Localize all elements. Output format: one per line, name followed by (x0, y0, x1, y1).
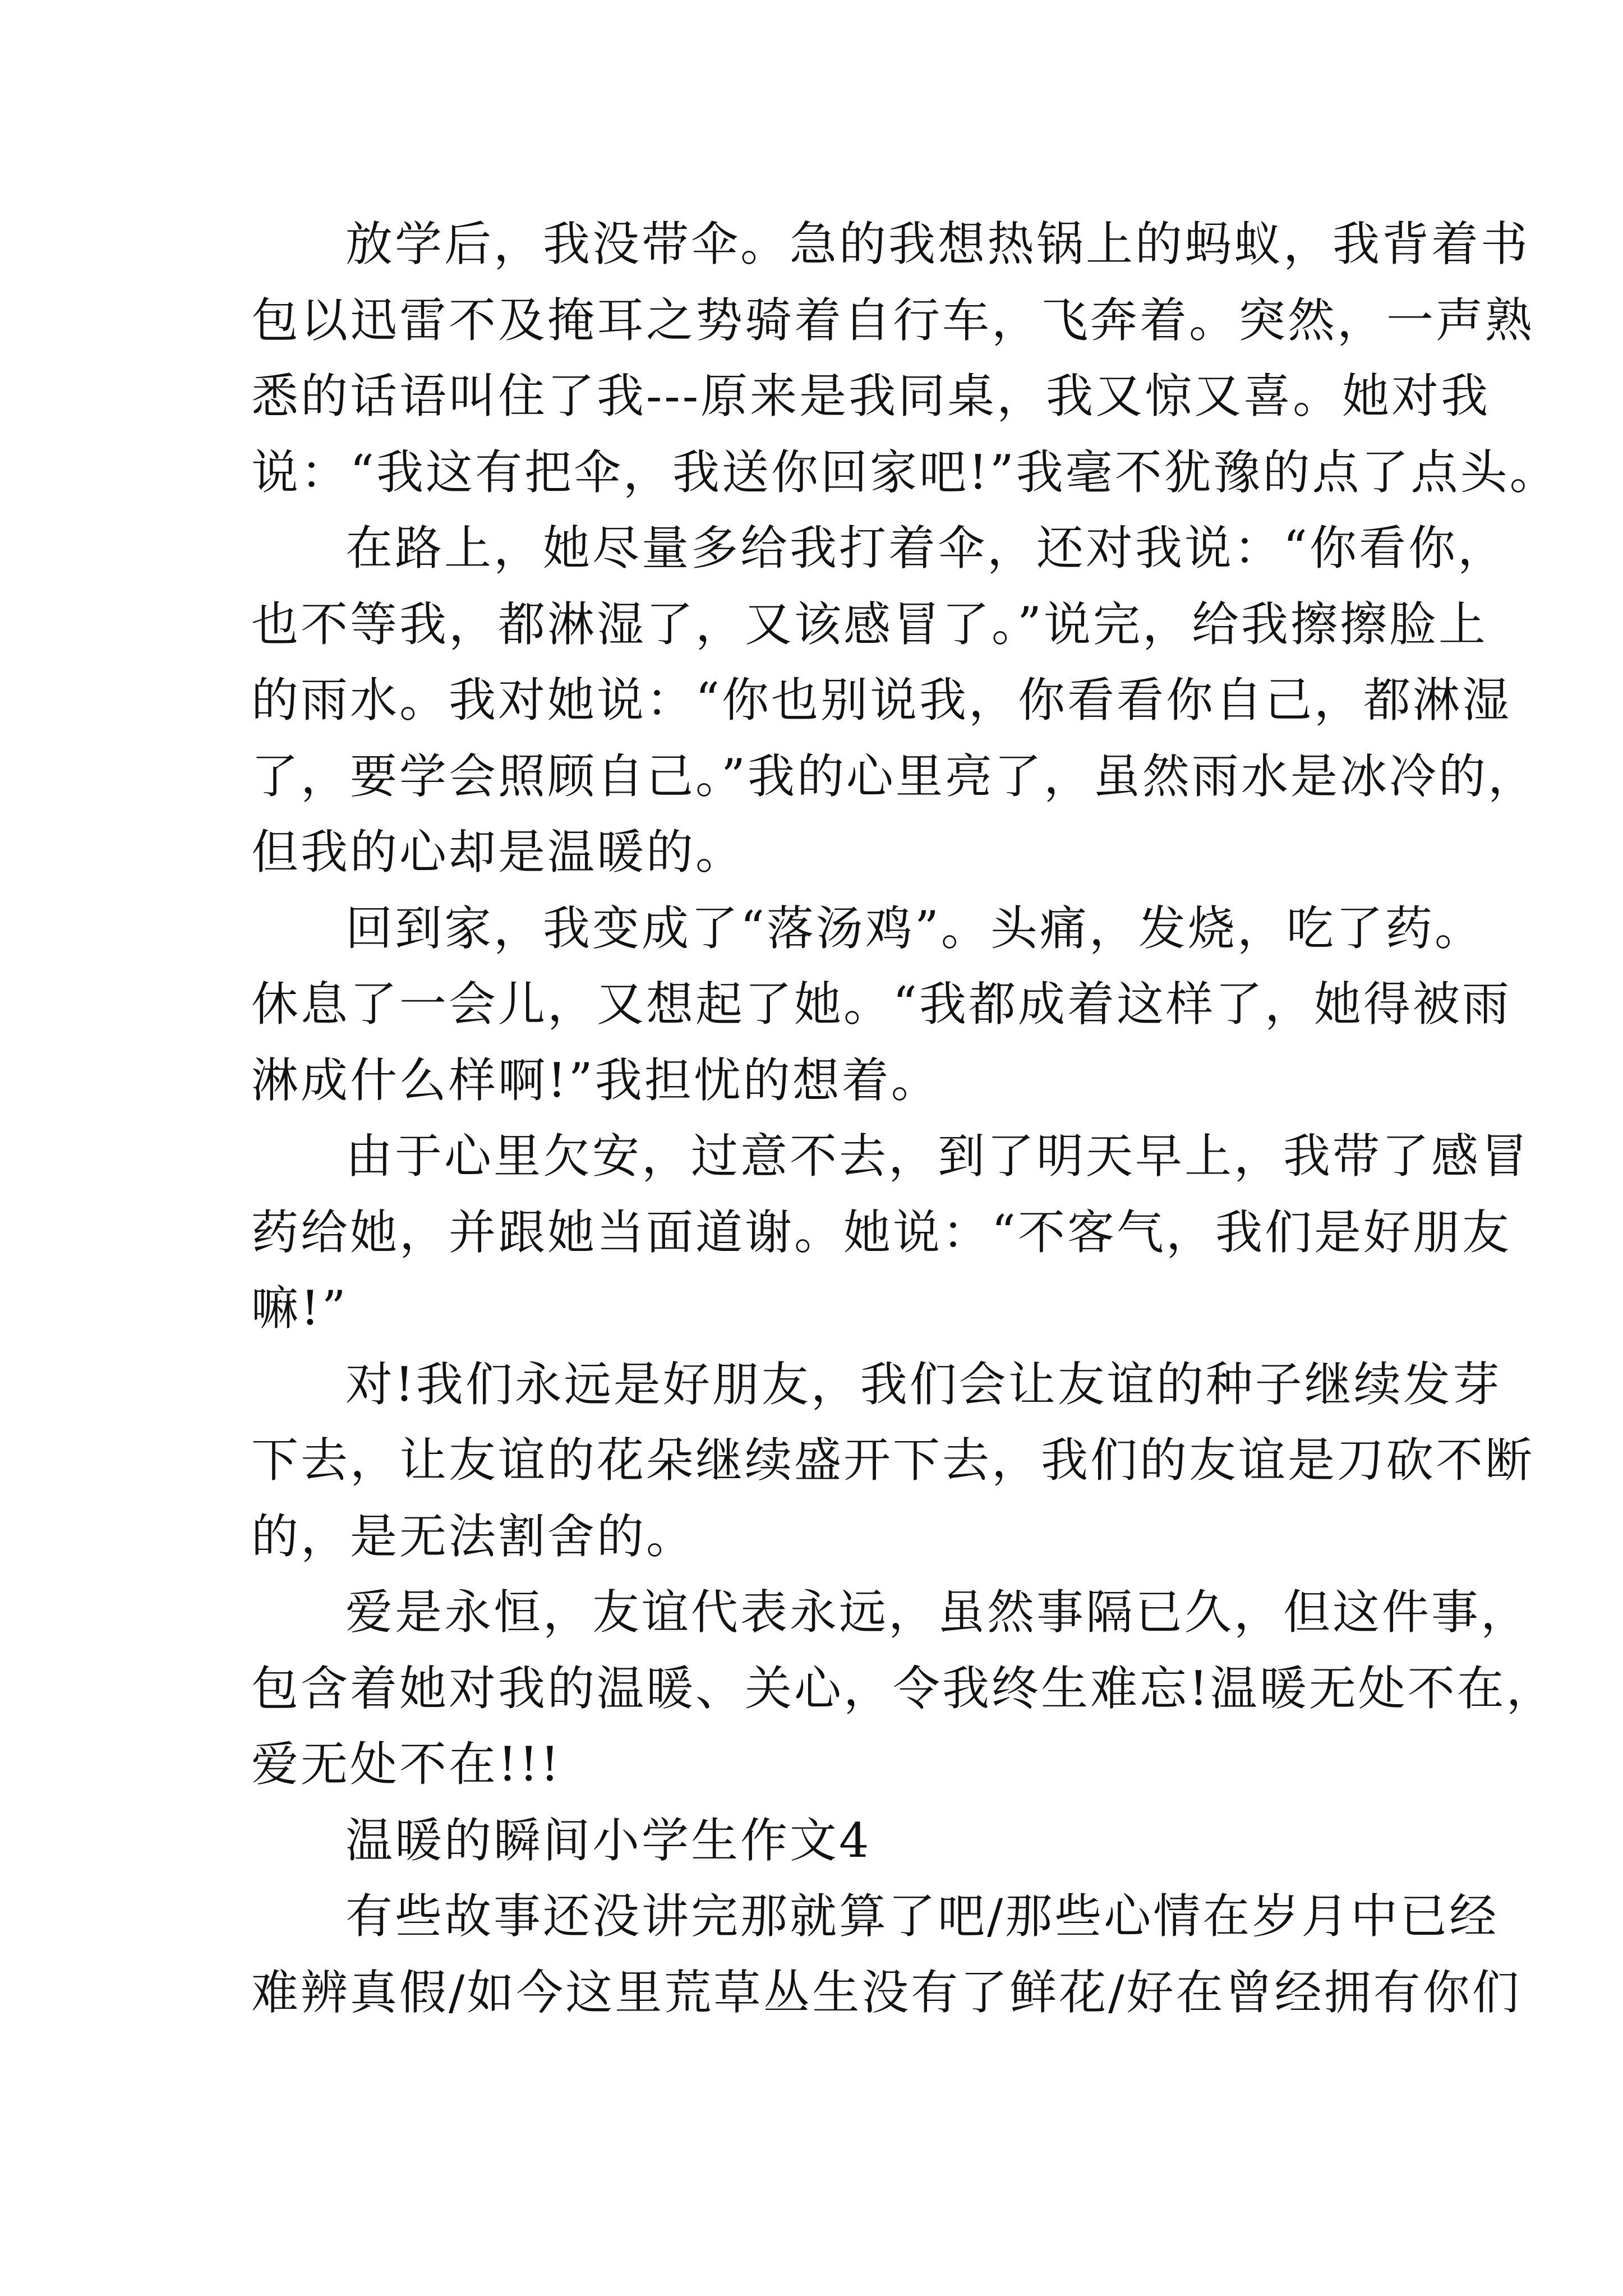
text-line: 的雨水。我对她说：“你也别说我，你看看你自己，都淋湿 (251, 673, 1511, 728)
text-line: 有些故事还没讲完那就算了吧/那些心情在岁月中已经 (345, 1889, 1499, 1944)
text-line: 药给她，并跟她当面道谢。她说：“不客气，我们是好朋友 (251, 1204, 1511, 1260)
text-line: 回到家，我变成了“落汤鸡”。头痛，发烧，吃了药。 (345, 900, 1484, 956)
text-line: 包含着她对我的温暖、关心，令我终生难忘!温暖无处不在， (251, 1660, 1556, 1716)
text-line: 放学后，我没带伞。急的我想热锅上的蚂蚁，我背着书 (345, 217, 1530, 272)
text-line: 下去，让友谊的花朵继续盛开下去，我们的友谊是刀砍不断 (251, 1433, 1535, 1488)
text-line: 在路上，她尽量多给我打着伞，还对我说：“你看你， (345, 521, 1507, 576)
text-line: 爱无处不在!!! (251, 1737, 562, 1792)
text-line: 包以迅雷不及掩耳之势骑着自行车，飞奔着。突然，一声熟 (251, 292, 1535, 348)
text-line: 了，要学会照顾自己。”我的心里亮了，虽然雨水是冰冷的， (251, 748, 1537, 804)
text-line: 也不等我，都淋湿了，又该感冒了。”说完，给我擦擦脸上 (251, 596, 1488, 652)
text-line: 说：“我这有把伞，我送你回家吧!”我毫不犹豫的点了点头。 (251, 444, 1559, 500)
text-line: 的，是无法割舍的。 (251, 1508, 696, 1564)
text-line: 休息了一会儿，又想起了她。“我都成着这样了，她得被雨 (251, 977, 1511, 1032)
text-line: 悉的话语叫住了我---原来是我同桌，我又惊又喜。她对我 (251, 369, 1491, 424)
text-line: 难辨真假/如今这里荒草丛生没有了鲜花/好在曾经拥有你们 (251, 1964, 1521, 2020)
text-line: 温暖的瞬间小学生作文4 (345, 1812, 872, 1868)
text-line: 嘛!” (251, 1281, 348, 1336)
text-line: 爱是永恒，友谊代表永远，虽然事隔已久，但这件事， (345, 1585, 1530, 1640)
text-line: 淋成什么样啊!”我担忧的想着。 (251, 1052, 940, 1108)
text-line: 但我的心却是温暖的。 (251, 825, 745, 880)
text-line: 由于心里欠安，过意不去，到了明天早上，我带了感冒 (345, 1129, 1530, 1184)
text-line: 对!我们永远是好朋友，我们会让友谊的种子继续发芽 (345, 1356, 1502, 1412)
document-body (251, 206, 1559, 2031)
